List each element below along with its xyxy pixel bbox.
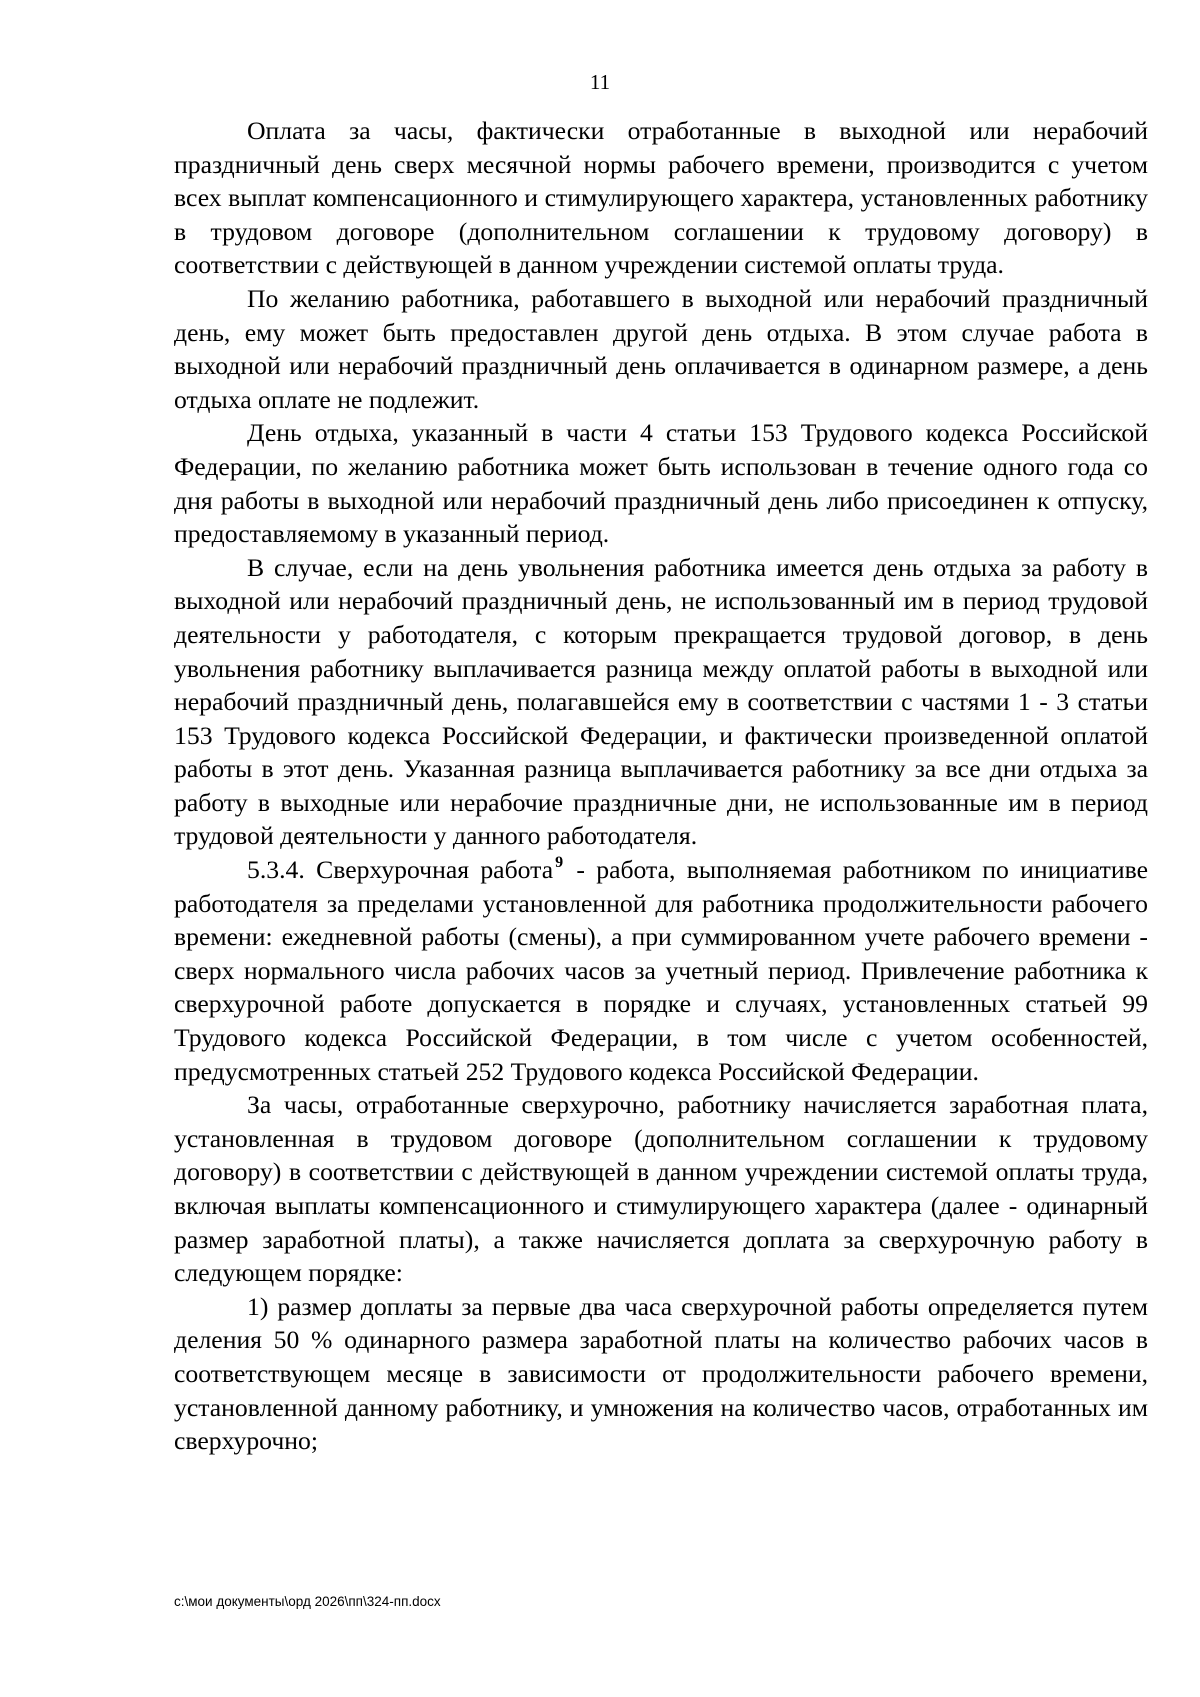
section-5-3-4-lead: 5.3.4. Сверхурочная работа <box>247 855 554 885</box>
paragraph-holiday-overtime-pay: Оплата за часы, фактически отработанные в выходной или нерабочий праздничный день сверх месячной нормы рабочего времени, производится с учетом всех выплат компенсационного и стимулирующего характера, установленных работнику в трудовом договоре (дополнительном соглашении к трудовому договору) в соответствии с действующей в данном учреждении системой оплаты труда. <box>174 116 1148 280</box>
paragraph-overtime-wage: За часы, отработанные сверхурочно, работнику начисляется заработная плата, установленная в трудовом договоре (дополнительном соглашении к трудовому договору) в соответствии с действующей в данном учреждении системой оплаты труда, включая выплаты компенсационного и стимулирующего характера (далее - одинарный размер заработной платы), а также начисляется доплата за сверхурочную работу в следующем порядке: <box>174 1090 1148 1288</box>
page-number: 11 <box>589 70 611 94</box>
paragraph-dismissal-compensation: В случае, если на день увольнения работника имеется день отдыха за работу в выходной или нерабочий праздничный день, не использованный им в период трудовой деятельности у работодателя, с которым прекращается трудовой договор, в день увольнения работнику выплачивается разница между оплатой работы в выходной или нерабочий праздничный день, полагавшейся ему в соответствии с частями 1 - 3 статьи 153 Трудового кодекса Российской Федерации, и фактически произведенной оплатой работы в этот день. Указанная разница выплачивается работнику за все дни отдыха за работу в выходные или нерабочие праздничные дни, не использованные им в период трудовой деятельности у данного работодателя. <box>174 552 1148 851</box>
paragraph-overtime-item-1: 1) размер доплаты за первые два часа сверхурочной работы определяется путем деления 50 % одинарного размера заработной платы на количество рабочих часов в соответствующем месяце в зависимости от продолжительности рабочего времени, установленной данному работнику, и умножения на количество часов, отработанных им сверхурочно; <box>174 1291 1148 1456</box>
paragraph-section-5-3-4 <box>174 853 1148 1088</box>
footnote-reference: 9 <box>555 854 564 872</box>
paragraph-day-off-option: По желанию работника, работавшего в выходной или нерабочий праздничный день, ему может быть предоставлен другой день отдыха. В этом случае работа в выходной или нерабочий праздничный день оплачивается в одинарном размере, а день отдыха оплате не подлежит. <box>174 283 1148 414</box>
paragraph-day-off-usage: День отдыха, указанный в части 4 статьи 153 Трудового кодекса Российской Федерации, по желанию работника может быть использован в течение одного года со дня работы в выходной или нерабочий праздничный день либо присоединен к отпуску, предоставляемому в указанный период. <box>174 418 1148 549</box>
footer-file-path: c:\мои документы\орд 2026\пп\324-пп.docx <box>174 1594 441 1609</box>
section-5-3-4-text: - работа, выполняемая работником по инициативе работодателя за пределами установленной для работника продолжительности рабочего времени: ежедневной работы (смены), а при суммированном учете рабочего времени - сверх нормального числа рабочих часов за учетный период. Привлечение работника к сверхурочной работе допускается в порядке и случаях, установленных статьей 99 Трудового кодекса Российской Федерации, в том числе с учетом особенностей, предусмотренных статьей 252 Трудового кодекса Российской Федерации. <box>174 855 1148 1086</box>
document-body <box>174 114 1148 1458</box>
